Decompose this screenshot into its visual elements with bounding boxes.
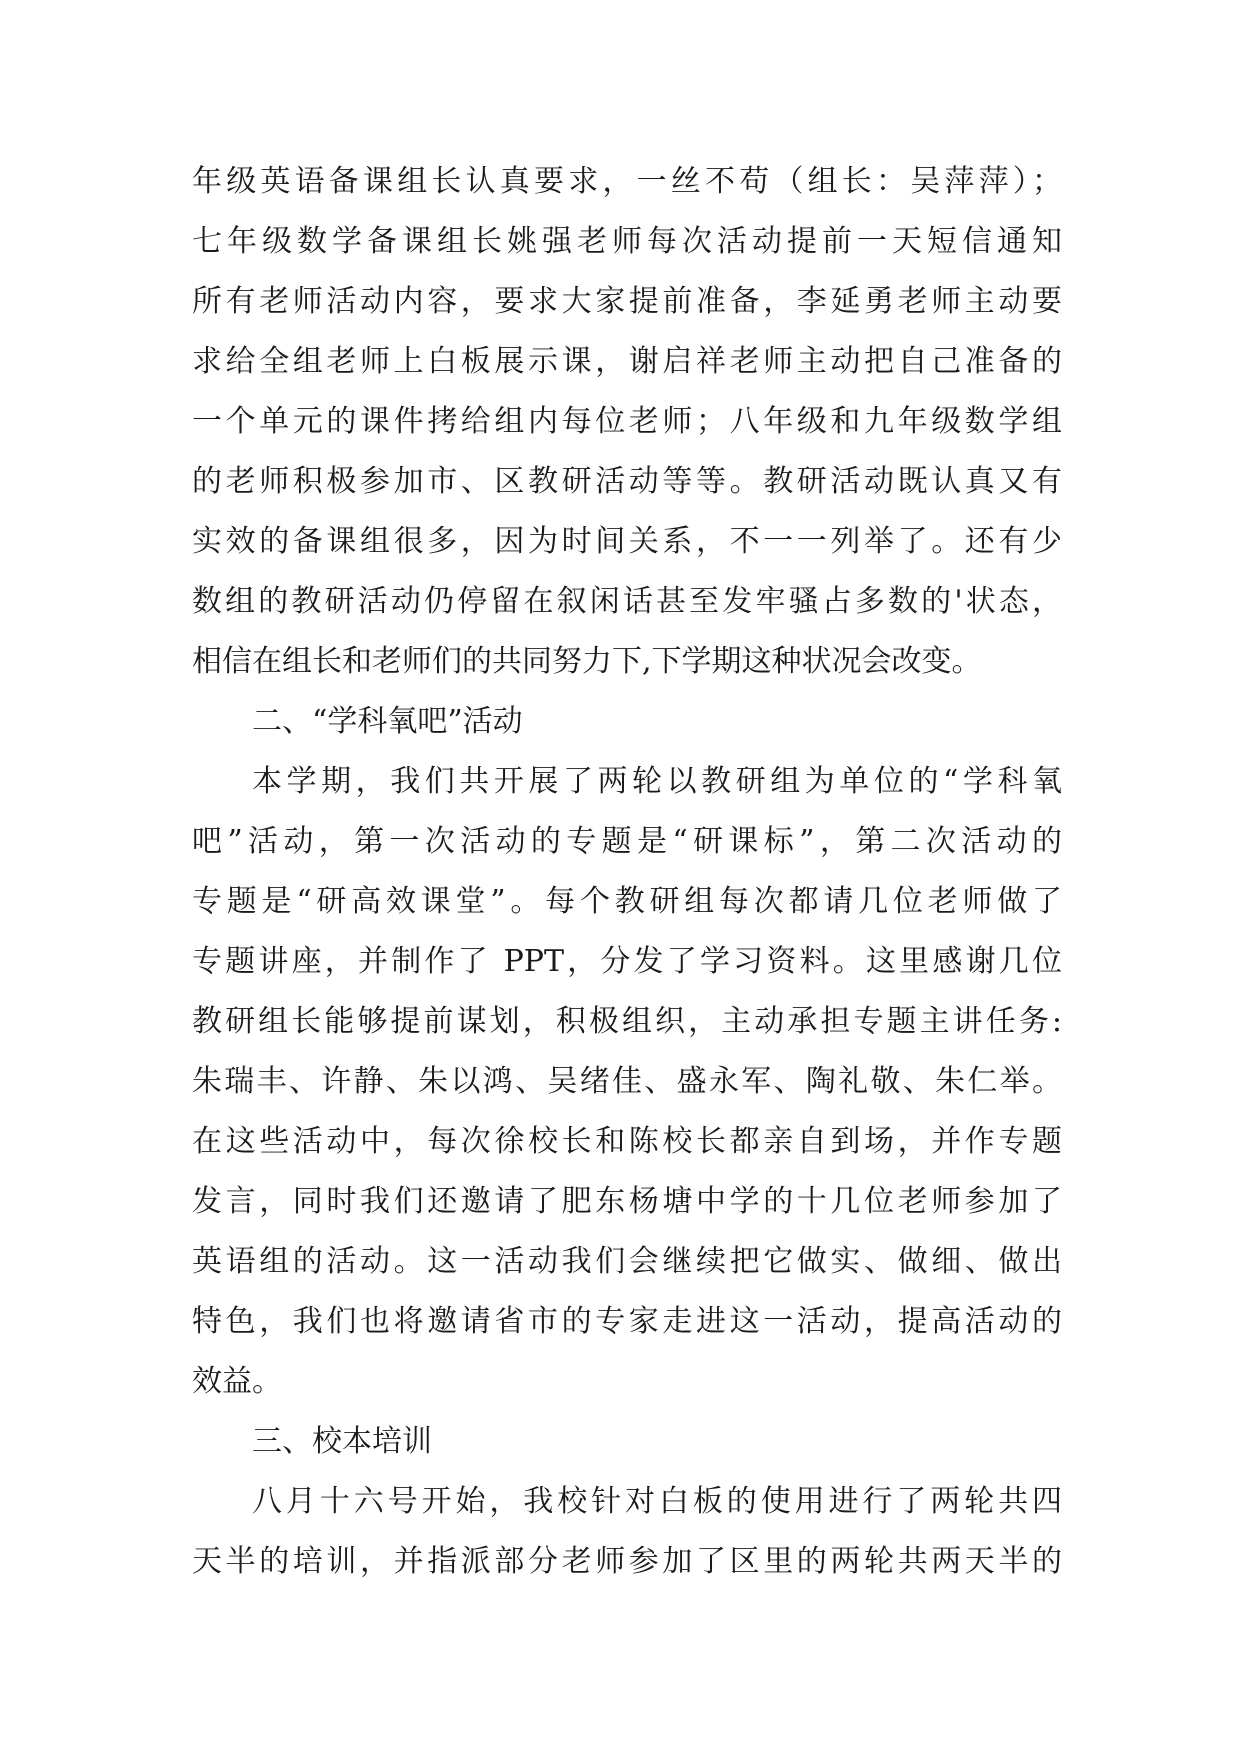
text-line: 专题是“研高效课堂”。每个教研组每次都请几位老师做了 <box>192 884 1062 919</box>
text-line: 天半的培训，并指派部分老师参加了区里的两轮共两天半的 <box>192 1544 1062 1579</box>
text-line: 数组的教研活动仍停留在叙闲话甚至发牢骚占多数的'状态， <box>192 584 1062 619</box>
section-heading: 三、校本培训 <box>252 1424 432 1459</box>
text-line: 专题讲座，并制作了 PPT，分发了学习资料。这里感谢几位 <box>192 944 1062 979</box>
text-line: 年级英语备课组长认真要求，一丝不苟（组长：吴萍萍）； <box>192 164 1062 199</box>
text-line: 效益。 <box>192 1364 282 1399</box>
text-line: 七年级数学备课组长姚强老师每次活动提前一天短信通知 <box>192 224 1062 259</box>
text-line: 所有老师活动内容，要求大家提前准备，李延勇老师主动要 <box>192 284 1062 319</box>
text-line: 朱瑞丰、许静、朱以鸿、吴绪佳、盛永军、陶礼敬、朱仁举。 <box>192 1064 1062 1099</box>
text-line: 的老师积极参加市、区教研活动等等。教研活动既认真又有 <box>192 464 1062 499</box>
text-line: 发言，同时我们还邀请了肥东杨塘中学的十几位老师参加了 <box>192 1184 1062 1219</box>
text-line: 本学期，我们共开展了两轮以教研组为单位的“学科氧 <box>252 764 1062 799</box>
document-body <box>192 152 1062 1592</box>
section-heading: 二、“学科氧吧”活动 <box>252 704 523 739</box>
text-line: 实效的备课组很多，因为时间关系，不一一列举了。还有少 <box>192 524 1062 559</box>
text-line: 一个单元的课件拷给组内每位老师；八年级和九年级数学组 <box>192 404 1062 439</box>
text-line: 八月十六号开始，我校针对白板的使用进行了两轮共四 <box>252 1484 1062 1519</box>
text-line: 相信在组长和老师们的共同努力下,下学期这种状况会改变。 <box>192 644 982 679</box>
text-line: 求给全组老师上白板展示课，谢启祥老师主动把自己准备的 <box>192 344 1062 379</box>
text-line: 特色，我们也将邀请省市的专家走进这一活动，提高活动的 <box>192 1304 1062 1339</box>
text-line: 英语组的活动。这一活动我们会继续把它做实、做细、做出 <box>192 1244 1062 1279</box>
text-line: 教研组长能够提前谋划，积极组织，主动承担专题主讲任务: <box>192 1004 1062 1039</box>
text-line: 在这些活动中，每次徐校长和陈校长都亲自到场，并作专题 <box>192 1124 1062 1159</box>
text-line: 吧”活动，第一次活动的专题是“研课标”，第二次活动的 <box>192 824 1062 859</box>
